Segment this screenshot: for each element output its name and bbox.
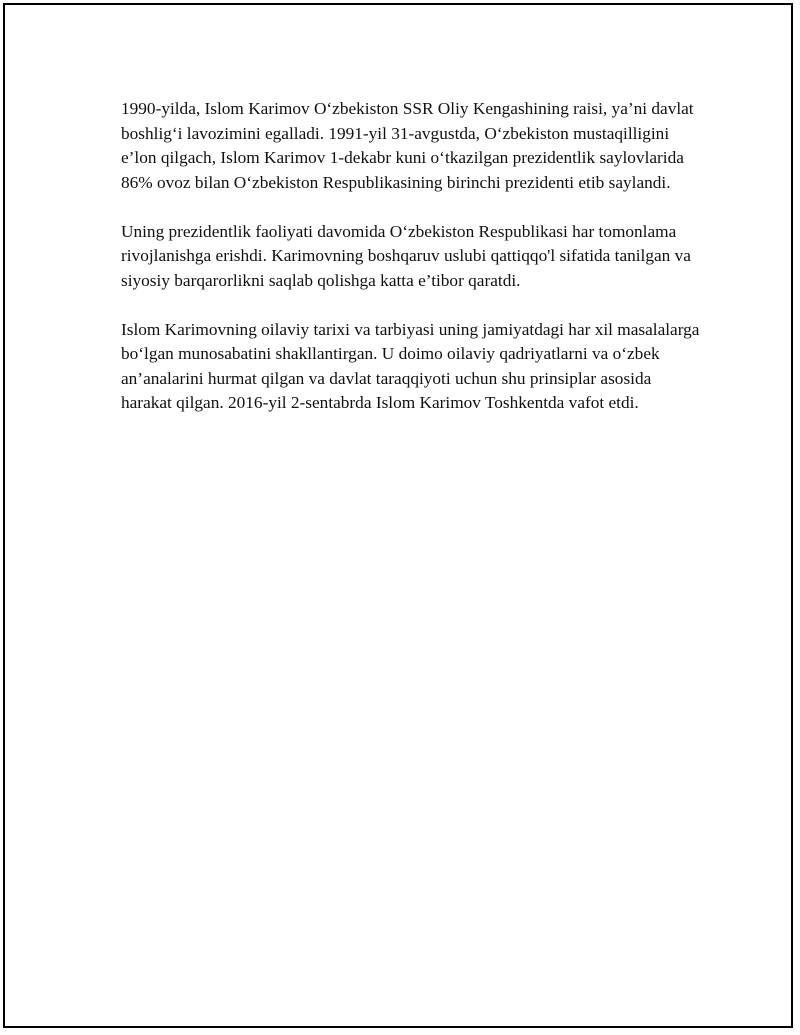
paragraph-family-legacy: Islom Karimovning oilaviy tarixi va tarbiyasi uning jamiyatdagi har xil masalalarga bo‘lgan munosabatini shakllantirgan. U doimo oilaviy qadriyatlarni va o‘zbek an’analarini hurmat qilgan va davlat taraqqiyoti uchun shu prinsiplar asosida harakat qilgan. 2016-yil 2-sentabrda Islom Karimov Toshkentda vafot etdi. xyxy=(121,319,700,412)
document-page xyxy=(3,3,793,1028)
document-body xyxy=(121,97,701,440)
paragraph-presidency-activity: Uning prezidentlik faoliyati davomida O‘zbekiston Respublikasi har tomonlama rivojlanishga erishdi. Karimovning boshqaruv uslubi qattiqqo'l sifatida tanilgan va siyosiy barqarorlikni saqlab qolishga katta e’tibor qaratdi. xyxy=(121,221,691,290)
paragraph-presidency-start: 1990-yilda, Islom Karimov O‘zbekiston SSR Oliy Kengashining raisi, ya’ni davlat boshlig‘i lavozimini egalladi. 1991-yil 31-avgustda, O‘zbekiston mustaqilligini e’lon qilgach, Islom Karimov 1-dekabr kuni o‘tkazilgan prezidentlik saylovlarida 86% ovoz bilan O‘zbekiston Respublikasining birinchi prezidenti etib saylandi. xyxy=(121,99,694,192)
